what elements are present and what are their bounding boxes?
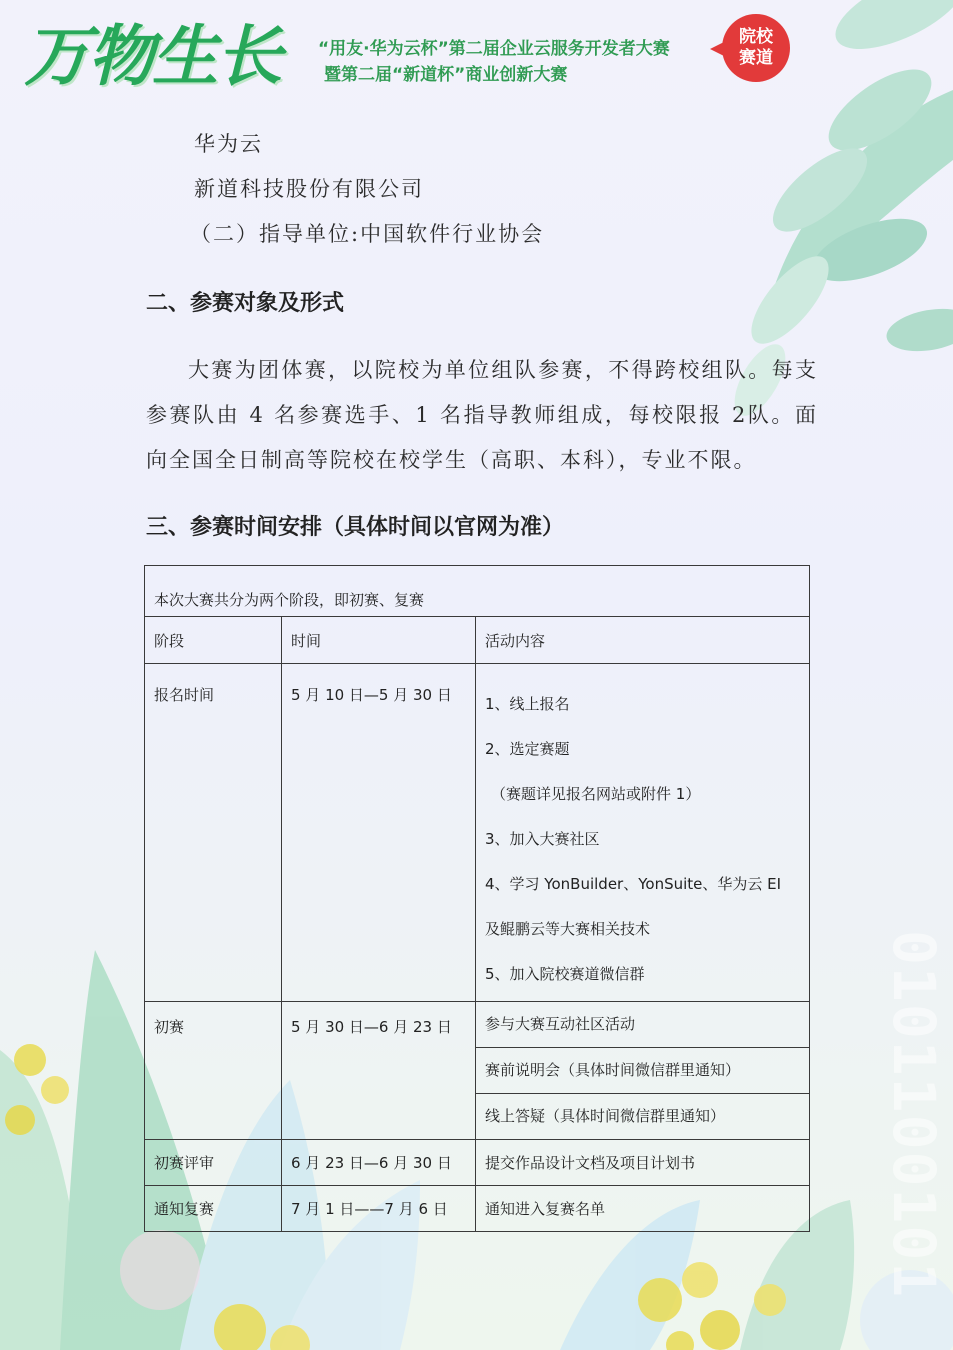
schedule-table [144, 565, 810, 1232]
table-caption: 本次大赛共分为两个阶段，即初赛、复赛 [145, 566, 810, 617]
activity-item: 4、学习 YonBuilder、YonSuite、华为云 EI [485, 875, 782, 893]
table-header-row [145, 617, 810, 664]
activities-cell [476, 1002, 810, 1140]
stage-cell: 初赛评审 [145, 1140, 282, 1186]
guiding-unit: （二）指导单位:中国软件行业协会 [190, 222, 545, 246]
binary-watermark: 0101100101 [880, 930, 948, 1300]
column-header-stage: 阶段 [145, 617, 282, 664]
competition-title-line2: 暨第二届“新道杯”商业创新大赛 [324, 65, 568, 85]
table-row [145, 664, 810, 1002]
section2-heading: 二、参赛对象及形式 [146, 291, 345, 316]
table-caption-row [145, 566, 810, 617]
activity-item: 5、加入院校赛道微信群 [485, 965, 645, 983]
stage-cell: 报名时间 [145, 664, 282, 1002]
time-cell: 5 月 10 日—5 月 30 日 [282, 664, 476, 1002]
column-header-activities: 活动内容 [476, 617, 810, 664]
competition-title-line1: “用友·华为云杯”第二届企业云服务开发者大赛 [318, 39, 670, 59]
activities-cell: 提交作品设计文档及项目计划书 [476, 1140, 810, 1186]
activity-item: 参与大赛互动社区活动 [476, 1002, 809, 1048]
activity-item: 2、选定赛题 [485, 740, 570, 758]
organizer-huawei-cloud: 华为云 [194, 132, 263, 156]
activity-item: 及鲲鹏云等大赛相关技术 [485, 920, 651, 938]
activities-cell: 通知进入复赛名单 [476, 1186, 810, 1232]
activity-item: 1、线上报名 [485, 695, 570, 713]
activity-item: 线上答疑（具体时间微信群里通知） [485, 1107, 726, 1125]
competition-title [318, 36, 670, 88]
track-badge [722, 14, 790, 82]
activities-cell [476, 664, 810, 1002]
table-row [145, 1140, 810, 1186]
table-row [145, 1186, 810, 1232]
section2-paragraph-text: 大赛为团体赛，以院校为单位组队参赛，不得跨校组队。每支参赛队由 4 名参赛选手、1 名指导教师组成，每校限报 2队。面向全国全日制高等院校在校学生（高职、本科），专业不限。 [146, 358, 818, 472]
activity-list [485, 664, 800, 1001]
time-cell: 7 月 1 日——7 月 6 日 [282, 1186, 476, 1232]
badge-line1: 院校 [739, 27, 773, 47]
time-cell: 6 月 23 日—6 月 30 日 [282, 1140, 476, 1186]
section3-heading: 三、参赛时间安排（具体时间以官网为准） [146, 515, 565, 540]
table-row [145, 1002, 810, 1140]
stage-cell: 初赛 [145, 1002, 282, 1140]
column-header-time: 时间 [282, 617, 476, 664]
organizer-seentao: 新道科技股份有限公司 [194, 177, 424, 201]
activity-item: 3、加入大赛社区 [485, 830, 600, 848]
time-cell: 5 月 30 日—6 月 23 日 [282, 1002, 476, 1140]
activity-item: （赛题详见报名网站或附件 1） [491, 785, 701, 803]
badge-line2: 赛道 [739, 48, 773, 68]
activity-item: 赛前说明会（具体时间微信群里通知） [476, 1048, 809, 1094]
logo-title: 万物生长 [24, 18, 280, 95]
section2-paragraph [146, 348, 818, 483]
stage-cell: 通知复赛 [145, 1186, 282, 1232]
